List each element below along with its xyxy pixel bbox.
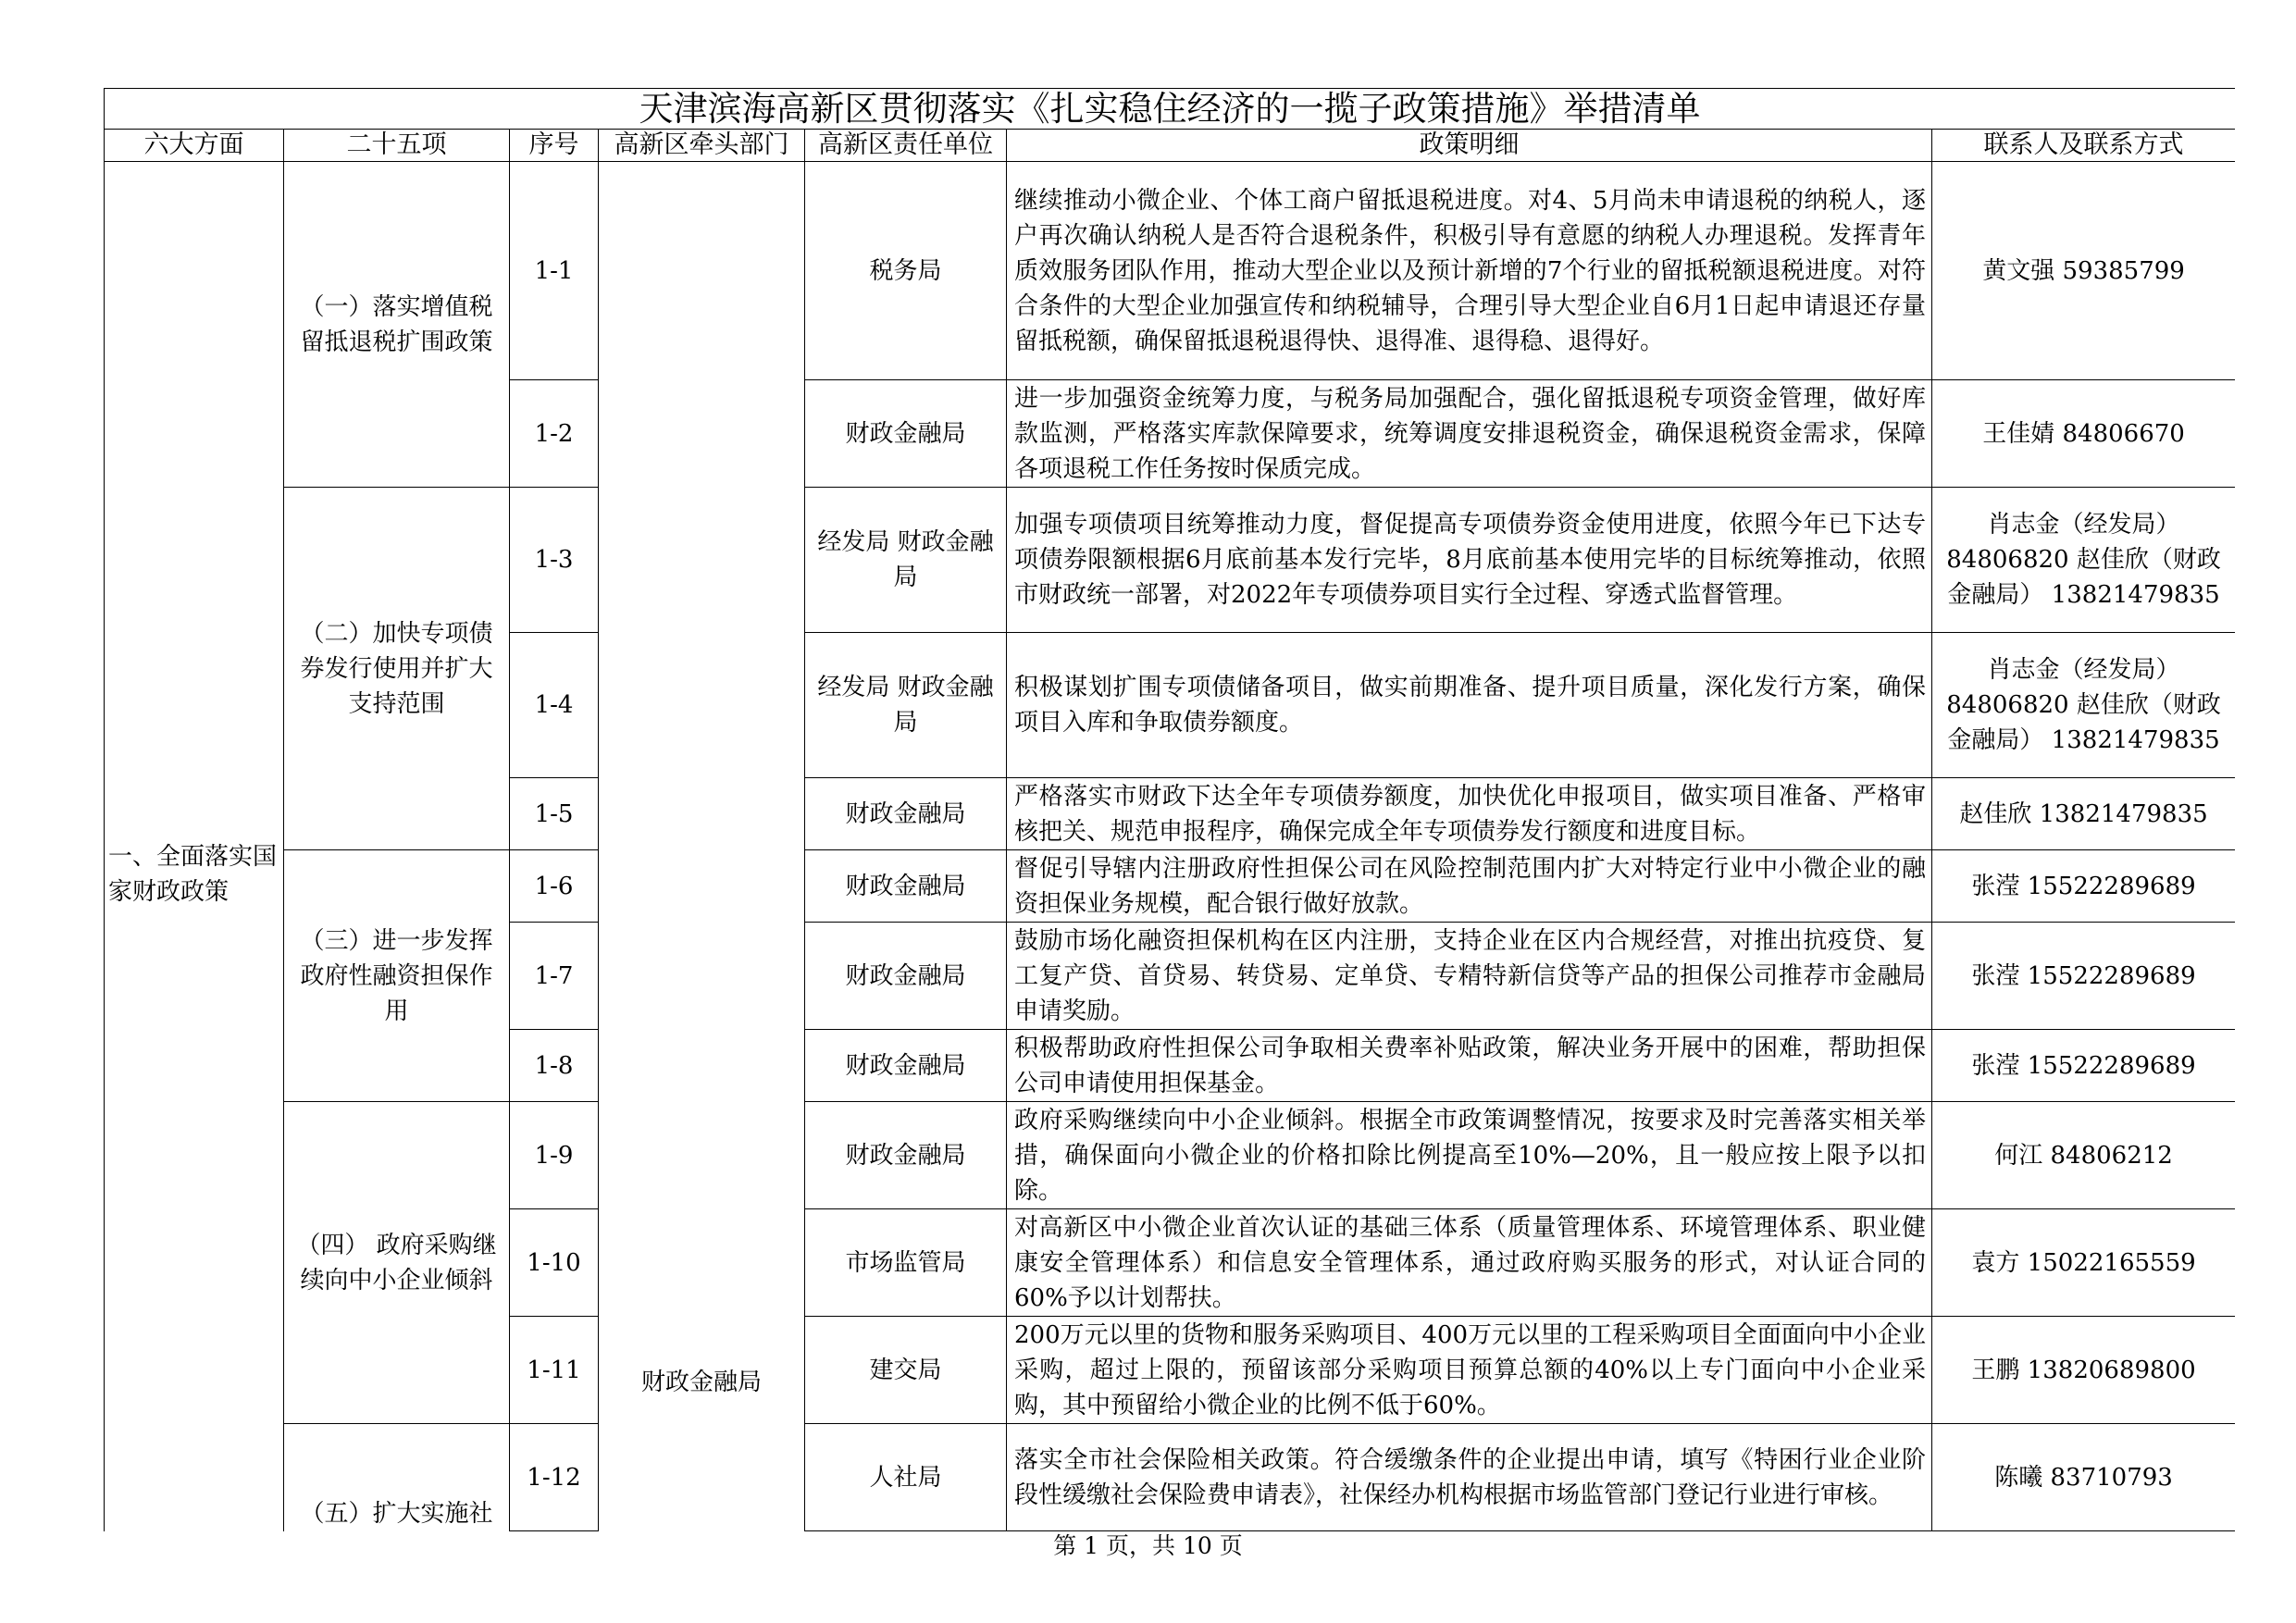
header-contact: 联系人及联系方式 (1932, 130, 2236, 162)
policy-text: 落实全市社会保险相关政策。符合缓缴条件的企业提出申请，填写《特困行业企业阶段性缓缴社会保险费申请表》，社保经办机构根据市场监管部门登记行业进行审核。 (1014, 1445, 1926, 1509)
contact-cell: 肖志金（经发局） 84806820 赵佳欣（财政金融局） 13821479835 (1932, 488, 2236, 633)
seq-cell: 1-5 (510, 778, 599, 850)
policy-table-sheet (104, 88, 2235, 1531)
seq-cell: 1-2 (510, 380, 599, 488)
contact-cell: 张滢 15522289689 (1932, 1030, 2236, 1102)
policy-cell (1007, 162, 1932, 380)
item-cell: （三）进一步发挥政府性融资担保作用 (284, 850, 510, 1102)
header-item: 二十五项 (284, 130, 510, 162)
contact-cell: 张滢 15522289689 (1932, 850, 2236, 923)
table-title: 天津滨海高新区贯彻落实《扎实稳住经济的一揽子政策措施》举措清单 (105, 89, 2236, 130)
policy-cell (1007, 1424, 1932, 1531)
header-responsible-unit: 高新区责任单位 (805, 130, 1007, 162)
policy-text: 严格落实市财政下达全年专项债券额度，加快优化申报项目，做实项目准备、严格审核把关、规范申报程序，确保完成全年专项债券发行额度和进度目标。 (1014, 782, 1926, 846)
seq-cell: 1-7 (510, 923, 599, 1030)
policy-cell (1007, 380, 1932, 488)
item-cell: （五）扩大实施社 (284, 1424, 510, 1532)
unit-cell: 人社局 (805, 1424, 1007, 1531)
policy-text: 200万元以里的货物和服务采购项目、400万元以里的工程采购项目全面面向中小企业采购，超过上限的，预留该部分采购项目预算总额的40%以上专门面向中小企业采购，其中预留给小微企业的比例不低于60%。 (1014, 1320, 1926, 1419)
contact-cell: 王鹏 13820689800 (1932, 1317, 2236, 1424)
contact-cell: 赵佳欣 13821479835 (1932, 778, 2236, 850)
header-lead-department: 高新区牵头部门 (599, 130, 805, 162)
seq-cell: 1-9 (510, 1102, 599, 1209)
seq-cell: 1-1 (510, 162, 599, 380)
header-aspect: 六大方面 (105, 130, 284, 162)
contact-cell: 陈曦 83710793 (1932, 1424, 2236, 1531)
policy-text: 积极谋划扩围专项债储备项目，做实前期准备、提升项目质量，深化发行方案，确保项目入库和争取债券额度。 (1014, 674, 1926, 737)
contact-cell: 黄文强 59385799 (1932, 162, 2236, 380)
item-cell: （四） 政府采购继续向中小企业倾斜 (284, 1102, 510, 1424)
contact-cell: 张滢 15522289689 (1932, 923, 2236, 1030)
header-policy-detail: 政策明细 (1007, 130, 1932, 162)
unit-cell: 市场监管局 (805, 1209, 1007, 1317)
policy-cell (1007, 850, 1932, 923)
seq-cell: 1-3 (510, 488, 599, 633)
page-footer: 第 1 页，共 10 页 (1053, 1532, 1243, 1559)
lead-department-cell: 财政金融局 (599, 162, 805, 1532)
unit-cell: 建交局 (805, 1317, 1007, 1424)
policy-text: 进一步加强资金统筹力度，与税务局加强配合，强化留抵退税专项资金管理，做好库款监测，严格落实库款保障要求，统筹调度安排退税资金，确保退税资金需求，保障各项退税工作任务按时保质完成。 (1014, 384, 1926, 483)
unit-cell: 税务局 (805, 162, 1007, 380)
contact-cell: 袁方 15022165559 (1932, 1209, 2236, 1317)
header-row (105, 130, 2236, 162)
policy-text: 加强专项债项目统筹推动力度，督促提高专项债券资金使用进度，依照今年已下达专项债券限额根据6月底前基本发行完毕，8月底前基本使用完毕的目标统筹推动，依照市财政统一部署，对2022年专项债券项目实行全过程、穿透式监督管理。 (1014, 511, 1926, 609)
unit-cell: 财政金融局 (805, 778, 1007, 850)
policy-text: 鼓励市场化融资担保机构在区内注册，支持企业在区内合规经营，对推出抗疫贷、复工复产贷、首贷易、转贷易、定单贷、专精特新信贷等产品的担保公司推荐市金融局申请奖励。 (1014, 926, 1926, 1025)
seq-cell: 1-4 (510, 633, 599, 778)
unit-cell: 经发局 财政金融局 (805, 633, 1007, 778)
unit-cell: 经发局 财政金融局 (805, 488, 1007, 633)
policy-cell (1007, 1102, 1932, 1209)
policy-cell (1007, 1317, 1932, 1424)
policy-cell (1007, 923, 1932, 1030)
item-cell: （二）加快专项债券发行使用并扩大支持范围 (284, 488, 510, 850)
unit-cell: 财政金融局 (805, 1030, 1007, 1102)
policy-cell (1007, 633, 1932, 778)
table-row (105, 162, 2236, 380)
table-row (105, 1424, 2236, 1531)
policy-text: 督促引导辖内注册政府性担保公司在风险控制范围内扩大对特定行业中小微企业的融资担保业务规模，配合银行做好放款。 (1014, 854, 1926, 918)
unit-cell: 财政金融局 (805, 850, 1007, 923)
contact-cell: 王佳婧 84806670 (1932, 380, 2236, 488)
unit-cell: 财政金融局 (805, 923, 1007, 1030)
policy-cell (1007, 1030, 1932, 1102)
policy-text: 政府采购继续向中小企业倾斜。根据全市政策调整情况，按要求及时完善落实相关举措，确保面向小微企业的价格扣除比例提高至10%—20%，且一般应按上限予以扣除。 (1014, 1106, 1926, 1205)
policy-text: 继续推动小微企业、个体工商户留抵退税进度。对4、5月尚未申请退税的纳税人，逐户再次确认纳税人是否符合退税条件，积极引导有意愿的纳税人办理退税。发挥青年质效服务团队作用，推动大型企业以及预计新增的7个行业的留抵税额退税进度。对符合条件的大型企业加强宣传和纳税辅导，合理引导大型企业自6月1日起申请退还存量留抵税额，确保留抵退税退得快、退得准、退得稳、退得好。 (1014, 186, 1926, 355)
policy-cell (1007, 1209, 1932, 1317)
seq-cell: 1-8 (510, 1030, 599, 1102)
seq-cell: 1-11 (510, 1317, 599, 1424)
table-row (105, 850, 2236, 923)
table-row (105, 1102, 2236, 1209)
seq-cell: 1-10 (510, 1209, 599, 1317)
item-cell: （一）落实增值税留抵退税扩围政策 (284, 162, 510, 488)
aspect-cell: 一、全面落实国家财政政策 (105, 162, 284, 1532)
policy-cell (1007, 488, 1932, 633)
seq-cell: 1-6 (510, 850, 599, 923)
header-seq: 序号 (510, 130, 599, 162)
policy-cell (1007, 778, 1932, 850)
policy-table (104, 88, 2235, 1531)
seq-cell: 1-12 (510, 1424, 599, 1531)
policy-text: 积极帮助政府性担保公司争取相关费率补贴政策，解决业务开展中的困难，帮助担保公司申请使用担保基金。 (1014, 1034, 1926, 1097)
contact-cell: 何江 84806212 (1932, 1102, 2236, 1209)
unit-cell: 财政金融局 (805, 380, 1007, 488)
unit-cell: 财政金融局 (805, 1102, 1007, 1209)
contact-cell: 肖志金（经发局） 84806820 赵佳欣（财政金融局） 13821479835 (1932, 633, 2236, 778)
table-row (105, 488, 2236, 633)
policy-text: 对高新区中小微企业首次认证的基础三体系（质量管理体系、环境管理体系、职业健康安全管理体系）和信息安全管理体系，通过政府购买服务的形式，对认证合同的60%予以计划帮扶。 (1014, 1213, 1926, 1312)
